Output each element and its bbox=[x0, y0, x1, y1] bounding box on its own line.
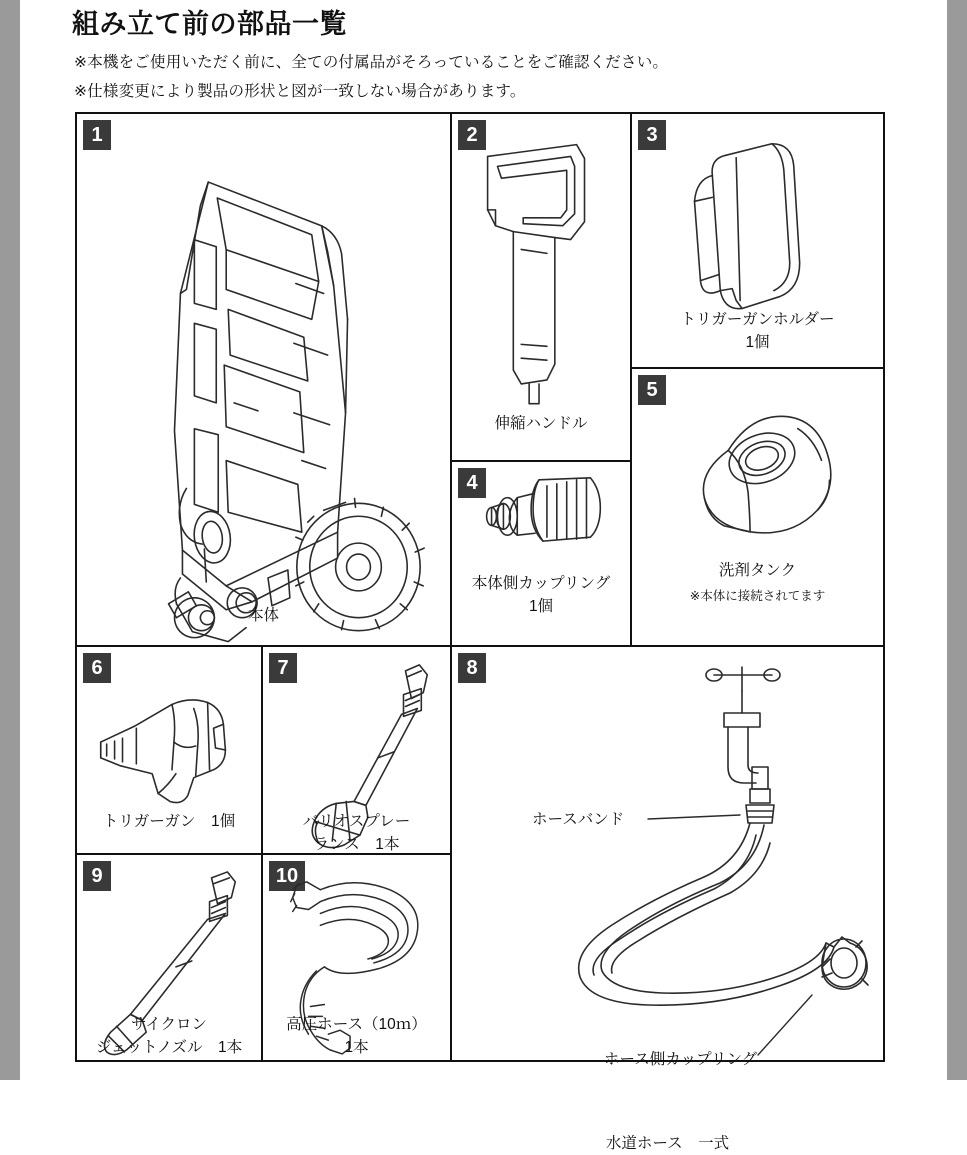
part-qty-9: ジェットノズル 1本 bbox=[95, 1039, 243, 1056]
part-caption-3: トリガーガンホルダー bbox=[680, 311, 835, 328]
part-number-badge: 2 bbox=[458, 120, 486, 150]
note-line-1: ※本機をご使用いただく前に、全ての付属品がそろっていることをご確認ください。 bbox=[74, 54, 669, 71]
illustration-telescopic-handle bbox=[452, 114, 630, 460]
part-cell-9 bbox=[77, 855, 263, 1060]
part-cell-3 bbox=[632, 114, 883, 369]
part-cell-2 bbox=[452, 114, 632, 462]
callout-hose-band: ホースバンド bbox=[532, 811, 625, 828]
page-title: 組み立て前の部品一覧 bbox=[72, 9, 347, 39]
part-caption-10: 高圧ホース（10ｍ） bbox=[286, 1016, 427, 1033]
part-number-badge: 5 bbox=[638, 375, 666, 405]
part-number-badge: 7 bbox=[269, 653, 297, 683]
page-edge-left bbox=[0, 0, 20, 1080]
illustration-main-unit bbox=[77, 114, 450, 645]
part-number-badge: 9 bbox=[83, 861, 111, 891]
part-cell-10 bbox=[263, 855, 452, 1060]
part-caption-5: 洗剤タンク bbox=[718, 562, 797, 579]
part-caption-6: トリガーガン 1個 bbox=[102, 813, 236, 830]
part-cell-5 bbox=[632, 369, 883, 647]
part-cell-8 bbox=[452, 647, 883, 1152]
part-cell-1 bbox=[77, 114, 452, 647]
part-cell-4 bbox=[452, 462, 632, 647]
part-caption-8: 水道ホース 一式 bbox=[605, 1135, 730, 1152]
part-caption-9: サイクロン bbox=[130, 1016, 208, 1033]
illustration-water-hose-set bbox=[452, 647, 883, 1060]
part-qty-10: 1本 bbox=[344, 1039, 369, 1056]
part-cell-7 bbox=[263, 647, 452, 855]
parts-grid bbox=[75, 112, 885, 1152]
note-line-2: ※仕様変更により製品の形状と図が一致しない場合があります。 bbox=[74, 83, 526, 100]
part-caption-2: 伸縮ハンドル bbox=[494, 415, 588, 432]
part-caption-7: バリオスプレー bbox=[302, 813, 411, 830]
part-number-badge: 3 bbox=[638, 120, 666, 150]
part-note-5: ※本体に接続されてます bbox=[689, 589, 826, 603]
part-number-badge: 10 bbox=[269, 861, 305, 891]
part-number-badge: 4 bbox=[458, 468, 486, 498]
part-caption-4: 本体側カップリング bbox=[471, 575, 611, 592]
page-content bbox=[20, 0, 947, 1152]
part-qty-3: 1個 bbox=[745, 334, 770, 351]
part-caption-1: 本体 bbox=[247, 607, 279, 624]
part-number-badge: 1 bbox=[83, 120, 111, 150]
callout-hose-coupling: ホース側カップリング bbox=[604, 1051, 758, 1068]
part-number-badge: 6 bbox=[83, 653, 111, 683]
part-qty-7: ランス 1本 bbox=[313, 836, 400, 853]
part-number-badge: 8 bbox=[458, 653, 486, 683]
part-cell-6 bbox=[77, 647, 263, 855]
page-edge-right bbox=[947, 0, 967, 1080]
part-qty-4: 1個 bbox=[528, 598, 554, 615]
